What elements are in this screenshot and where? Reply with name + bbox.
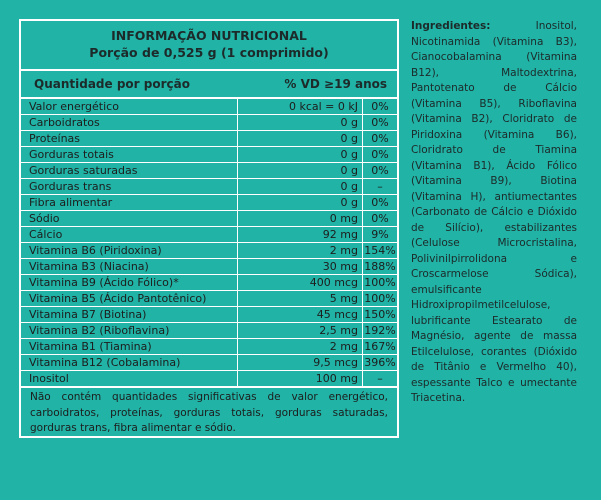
- nutrient-amount: 0 g: [238, 115, 363, 130]
- nutrient-name: Gorduras totais: [21, 147, 238, 162]
- nutrient-name: Fibra alimentar: [21, 195, 238, 210]
- nutrient-amount: 0 g: [238, 163, 363, 178]
- nutrient-name: Proteínas: [21, 131, 238, 146]
- nutrient-amount: 9,5 mcg: [238, 355, 363, 370]
- table-row: [21, 291, 397, 307]
- table-row: [21, 355, 397, 371]
- nutrient-amount: 2 mg: [238, 243, 363, 258]
- nutrient-daily-value: 167%: [364, 340, 396, 353]
- nutrient-amount: 30 mg: [238, 259, 363, 274]
- nutrient-daily-value: 150%: [364, 308, 396, 321]
- nutrient-daily-value: 0%: [371, 196, 389, 209]
- nutrient-name: Vitamina B5 (Ácido Pantotênico): [21, 291, 238, 306]
- nutrient-name: Gorduras trans: [21, 179, 238, 194]
- header-daily-value: % VD ≥19 anos: [284, 77, 387, 91]
- nutrient-amount: 0 mg: [238, 211, 363, 226]
- nutrition-table: [19, 19, 399, 438]
- nutrient-amount: 100 mg: [238, 371, 363, 386]
- nutrient-amount: 2 mg: [238, 339, 363, 354]
- nutrient-amount: 0 g: [238, 195, 363, 210]
- table-row: [21, 195, 397, 211]
- table-row: [21, 147, 397, 163]
- table-row: [21, 115, 397, 131]
- nutrient-daily-value: 154%: [364, 244, 396, 257]
- nutrient-daily-value: 100%: [364, 276, 396, 289]
- table-row: [21, 259, 397, 275]
- nutrient-name: Vitamina B1 (Tiamina): [21, 339, 238, 354]
- nutrient-name: Gorduras saturadas: [21, 163, 238, 178]
- nutrient-amount: 0 g: [238, 147, 363, 162]
- nutrient-amount: 45 mcg: [238, 307, 363, 322]
- table-row: [21, 227, 397, 243]
- table-row: [21, 371, 397, 387]
- table-row: [21, 339, 397, 355]
- nutrient-name: Vitamina B6 (Piridoxina): [21, 243, 238, 258]
- table-row: [21, 275, 397, 291]
- nutrient-amount: 0 g: [238, 179, 363, 194]
- table-row: [21, 211, 397, 227]
- nutrient-daily-value: 0%: [371, 132, 389, 145]
- ingredients-list: Inositol, Nicotinamida (Vitamina B3), Cianocobalamina (Vitamina B12), Maltodextrina, Pantotenato de Cálcio (Vitamina B5), Riboflavina (Vitamina B2), Cloridrato de Piridoxina (Vitamina B6), Cloridrato de Tiamina (Vitamina B1), Ácido Fólico (Vitamina B9), Biotina (Vitamina H), antiumectantes (Carbonato de Cálcio e Dióxido de Silício), estabilizantes (Celulose Microcristalina, Polivinilpirrolidona e Croscarmelose Sódica), emulsificante Hidroxipropilmetilcelulose, lubrificante Estearato de Magnésio, agente de massa Etilcelulose, corantes (Dióxido de Titânio e Vermelho 40), espessante Talco e umectante Triacetina.: [411, 20, 577, 404]
- table-row: [21, 131, 397, 147]
- nutrient-daily-value: –: [377, 372, 383, 385]
- ingredients-text: [411, 19, 577, 407]
- nutrient-amount: 0 kcal = 0 kJ: [238, 99, 363, 114]
- nutrient-name: Carboidratos: [21, 115, 238, 130]
- ingredients-label: Ingredientes:: [411, 20, 491, 32]
- nutrient-name: Vitamina B3 (Niacina): [21, 259, 238, 274]
- header-quantity: Quantidade por porção: [34, 77, 190, 91]
- serving-size: Porção de 0,525 g (1 comprimido): [89, 45, 329, 60]
- nutrient-amount: 92 mg: [238, 227, 363, 242]
- nutrient-amount: 5 mg: [238, 291, 363, 306]
- table-row: [21, 179, 397, 195]
- table-body: [21, 99, 397, 387]
- nutrient-daily-value: 188%: [364, 260, 396, 273]
- table-row: [21, 243, 397, 259]
- table-header: [21, 71, 397, 99]
- nutrient-amount: 2,5 mg: [238, 323, 363, 338]
- nutrient-amount: 0 g: [238, 131, 363, 146]
- nutrient-daily-value: 100%: [364, 292, 396, 305]
- nutrient-daily-value: 9%: [371, 228, 389, 241]
- table-footnote: Não contém quantidades significativas de valor energético, carboidratos, proteínas, gorduras totais, gorduras saturadas, gorduras trans, fibra alimentar e sódio.: [21, 387, 397, 437]
- table-row: [21, 323, 397, 339]
- table-row: [21, 99, 397, 115]
- nutrient-name: Vitamina B2 (Riboflavina): [21, 323, 238, 338]
- nutrient-amount: 400 mcg: [238, 275, 363, 290]
- nutrient-daily-value: –: [377, 180, 383, 193]
- nutrient-name: Vitamina B9 (Ácido Fólico)*: [21, 275, 238, 290]
- table-title-box: [21, 21, 397, 71]
- nutrient-name: Vitamina B7 (Biotina): [21, 307, 238, 322]
- nutrient-name: Inositol: [21, 371, 238, 386]
- nutrient-name: Sódio: [21, 211, 238, 226]
- nutrient-daily-value: 0%: [371, 148, 389, 161]
- nutrient-daily-value: 0%: [371, 212, 389, 225]
- table-row: [21, 307, 397, 323]
- nutrient-daily-value: 192%: [364, 324, 396, 337]
- nutrient-daily-value: 396%: [364, 356, 396, 369]
- nutrient-name: Valor energético: [21, 99, 238, 114]
- nutrient-name: Vitamina B12 (Cobalamina): [21, 355, 238, 370]
- table-row: [21, 163, 397, 179]
- nutrient-daily-value: 0%: [371, 100, 389, 113]
- nutrient-daily-value: 0%: [371, 164, 389, 177]
- nutrient-name: Cálcio: [21, 227, 238, 242]
- nutrient-daily-value: 0%: [371, 116, 389, 129]
- table-title: INFORMAÇÃO NUTRICIONAL: [111, 28, 307, 43]
